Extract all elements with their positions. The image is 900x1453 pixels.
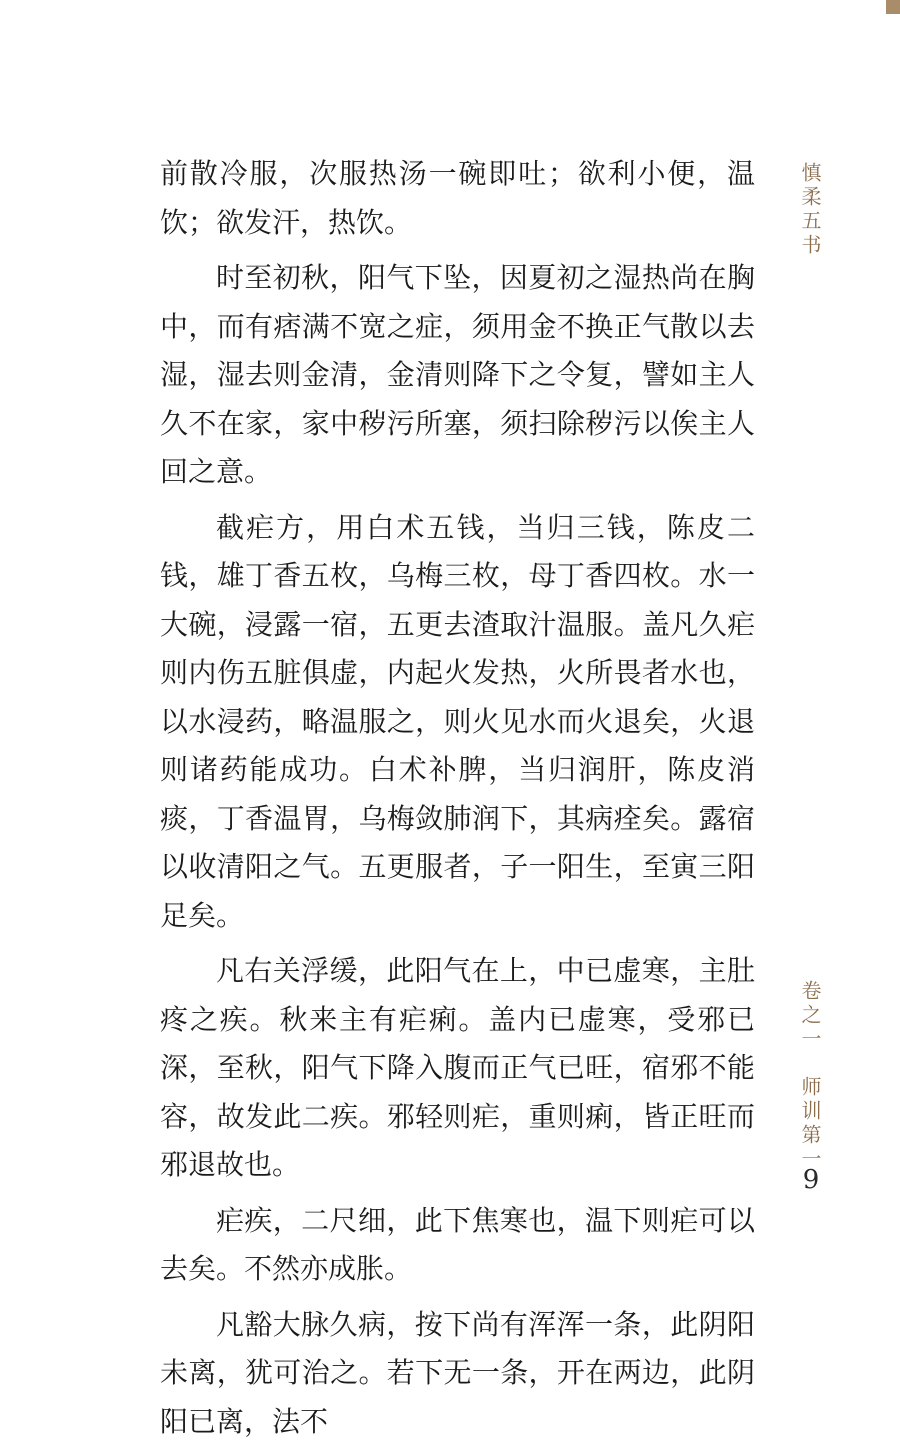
chapter-label: 卷之一 师训第一	[798, 980, 822, 1172]
paragraph: 凡豁大脉久病，按下尚有浑浑一条，此阴阳未离，犹可治之。若下无一条，开在两边，此阴阳已离，法不	[160, 1307, 755, 1438]
paragraph: 前散冷服，次服热汤一碗即吐；欲利小便，温饮；欲发汗，热饮。	[160, 157, 755, 239]
paragraph: 截疟方，用白术五钱，当归三钱，陈皮二钱，雄丁香五枚，乌梅三枚，母丁香四枚。水一大碗，浸露一宿，五更去渣取汁温服。盖凡久疟则内伤五脏俱虚，内起火发热，火所畏者水也，以水浸药，略温服之，则火见水而火退矣，火退则诸药能成功。白术补脾，当归润肝，陈皮消痰，丁香温胃，乌梅敛肺润下，其病痊矣。露宿以收清阳之气。五更服者，子一阳生，至寅三阳足矣。	[160, 510, 755, 932]
book-title: 慎柔五书	[798, 162, 822, 258]
paragraph: 时至初秋，阳气下坠，因夏初之湿热尚在胸中，而有痞满不宽之症，须用金不换正气散以去湿，湿去则金清，金清则降下之令复，譬如主人久不在家，家中秽污所塞，须扫除秽污以俟主人回之意。	[160, 261, 755, 488]
corner-decoration	[886, 0, 900, 14]
main-text	[160, 150, 755, 1453]
paragraph: 疟疾，二尺细，此下焦寒也，温下则疟可以去矣。不然亦成胀。	[160, 1203, 755, 1285]
paragraph: 凡右关浮缓，此阳气在上，中已虚寒，主肚疼之疾。秋来主有疟痢。盖内已虚寒，受邪已深，至秋，阳气下降入腹而正气已旺，宿邪不能容，故发此二疾。邪轻则疟，重则痢，皆正旺而邪退故也。	[160, 954, 755, 1181]
page-number: 9	[802, 1165, 820, 1195]
